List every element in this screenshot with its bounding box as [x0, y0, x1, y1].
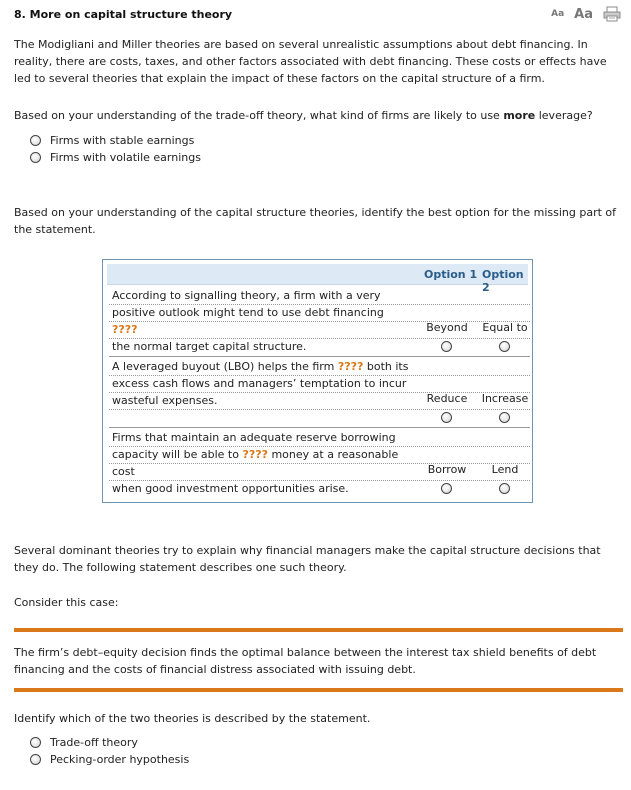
statement-line: excess cash flows and managers’ temptation to incur: [112, 377, 407, 390]
table-row-statement: [112, 358, 412, 409]
row-option-1-label: Borrow: [427, 463, 467, 476]
page-title: 8. More on capital structure theory: [14, 8, 233, 21]
radio-button[interactable]: [499, 412, 510, 423]
radio-button[interactable]: [30, 737, 41, 748]
radio-button[interactable]: [441, 341, 452, 352]
q3-option-label: Trade-off theory: [50, 736, 138, 749]
q3-prompt: Identify which of the two theories is described by the statement.: [14, 712, 371, 725]
q1-option[interactable]: [30, 132, 201, 149]
radio-button[interactable]: [30, 754, 41, 765]
radio-button[interactable]: [30, 135, 41, 146]
toolbar: [551, 6, 621, 22]
blank-marker: ????: [112, 323, 138, 336]
statement-line: capacity will be able to ???? money at a reasonable cost: [112, 448, 399, 478]
q3-option-label: Pecking-order hypothesis: [50, 753, 190, 766]
table-header: [107, 264, 528, 294]
column-header-option-2: Option 2: [482, 268, 524, 294]
q1-option[interactable]: [30, 149, 201, 166]
print-icon[interactable]: [603, 6, 621, 22]
q1-option-label: Firms with volatile earnings: [50, 151, 201, 164]
q3-options: [30, 734, 189, 768]
statement-line: wasteful expenses.: [112, 394, 218, 407]
row-option-1-label: Beyond: [426, 321, 468, 334]
statement-line: the normal target capital structure.: [112, 340, 307, 353]
row-option-2-label: Equal to: [482, 321, 528, 334]
row-option-2-label: Lend: [491, 463, 519, 476]
options-table: [102, 259, 533, 503]
row-option-1-label: Reduce: [426, 392, 468, 405]
row-option-2-label: Increase: [481, 392, 529, 405]
font-increase-button[interactable]: Aa: [574, 6, 593, 22]
blank-marker: ????: [337, 360, 364, 373]
q3-option[interactable]: [30, 734, 189, 751]
blank-marker: ????: [242, 448, 268, 461]
radio-button[interactable]: [499, 483, 510, 494]
statement-line: A leveraged buyout (LBO) helps the firm ???? both its: [112, 360, 409, 373]
column-header-option-1: Option 1: [424, 268, 478, 281]
statement-top-rule: [14, 628, 623, 632]
consider-label: Consider this case:: [14, 596, 119, 609]
q3-option[interactable]: [30, 751, 189, 768]
q2-prompt: Based on your understanding of the capital structure theories, identify the best option for the missing part of the statement.: [14, 206, 617, 236]
font-decrease-button[interactable]: Aa: [551, 9, 565, 19]
q1-options: [30, 132, 201, 166]
radio-button[interactable]: [30, 152, 41, 163]
radio-button[interactable]: [441, 483, 452, 494]
case-statement: The firm’s debt–equity decision finds the optimal balance between the interest tax shield benefits of debt financing and the costs of financial distress associated with issuing debt.: [14, 646, 597, 676]
intro-paragraph: The Modigliani and Miller theories are based on several unrealistic assumptions about debt financing. In reality, there are costs, taxes, and other factors associated with debt financing. These costs or effects have led to several theories that explain the impact of these factors on the capital structure of a firm.: [14, 38, 607, 85]
radio-button[interactable]: [499, 341, 510, 352]
statement-line: when good investment opportunities arise.: [112, 482, 349, 495]
q1-option-label: Firms with stable earnings: [50, 134, 195, 147]
statement-line: Firms that maintain an adequate reserve borrowing: [112, 431, 396, 444]
statement-line: positive outlook might tend to use debt financing ????: [112, 306, 384, 336]
statement-bottom-rule: [14, 688, 623, 692]
statement-line: According to signalling theory, a firm with a very: [112, 289, 381, 302]
radio-button[interactable]: [441, 412, 452, 423]
q3-intro: Several dominant theories try to explain why financial managers make the capital structure decisions that they do. The following statement describes one such theory.: [14, 544, 601, 574]
q1-prompt: Based on your understanding of the trade-off theory, what kind of firms are likely to use more leverage?: [14, 109, 593, 122]
